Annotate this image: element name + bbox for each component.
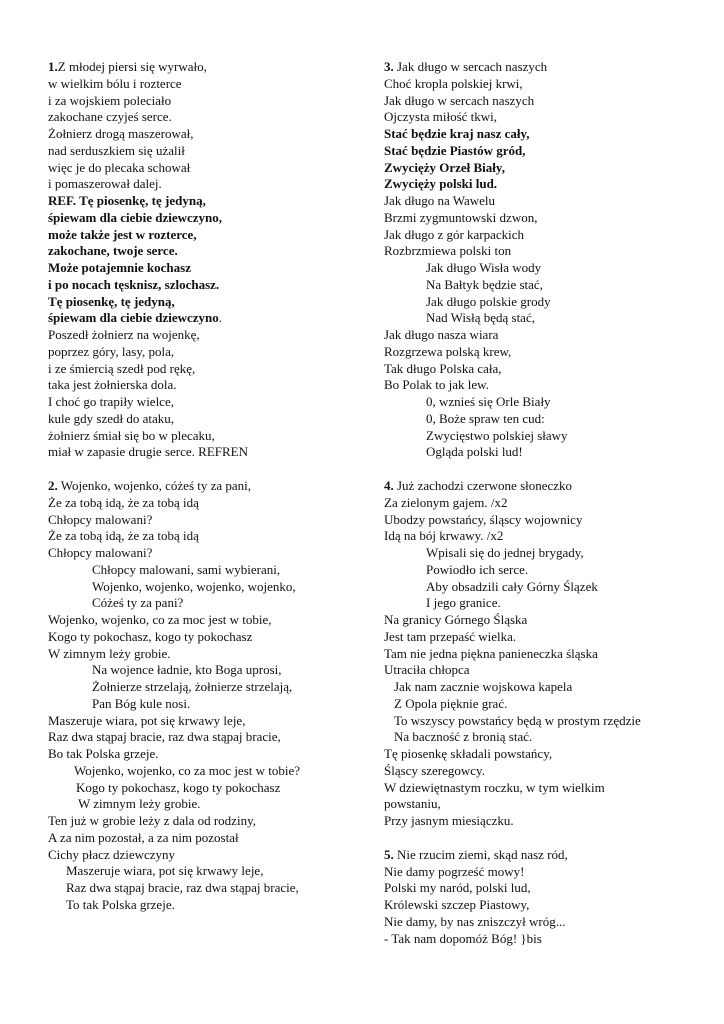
lyric-line: Zwycięży Orzeł Biały, bbox=[384, 159, 505, 175]
lyric-line: Żołnierz drogą maszerował, bbox=[48, 126, 194, 141]
lyric-line: Przy jasnym miesiączku. bbox=[384, 813, 514, 828]
lyric-line: Powiodło ich serce. bbox=[426, 561, 529, 577]
lyric-line: Maszeruje wiara, pot się krwawy leje, bbox=[66, 863, 264, 879]
lyric-line: więc je do plecaka schował bbox=[48, 159, 191, 175]
lyric-line: i ze śmiercią szedł pod rękę, bbox=[48, 360, 196, 376]
lyric-line bbox=[48, 59, 368, 76]
lyric-line: Choć kropla polskiej krwi, bbox=[384, 75, 523, 91]
lyric-text: Jak długo w sercach naszych bbox=[393, 59, 548, 74]
lyric-line: nad serduszkiem się użalił bbox=[48, 142, 185, 158]
lyric-text: Wojenko, wojenko, cóżeś ty za pani, bbox=[57, 478, 252, 493]
lyric-line: i po nocach tęsknisz, szlochasz. bbox=[48, 276, 220, 292]
lyric-line: A za nim pozostał, a za nim pozostał bbox=[48, 829, 239, 845]
lyric-line: Jak długo na Wawelu bbox=[384, 193, 495, 208]
lyric-line: Nie damy pogrześć mowy! bbox=[384, 863, 525, 879]
lyric-line: Ogląda polski lud! bbox=[426, 444, 523, 460]
stanza-number: 5. bbox=[384, 846, 394, 862]
lyric-line: Poszedł żołnierz na wojenkę, bbox=[48, 327, 200, 342]
lyric-line bbox=[384, 478, 714, 495]
lyric-line: To tak Polska grzeje. bbox=[66, 896, 175, 912]
lyric-line bbox=[48, 310, 368, 327]
lyric-line: Na baczność z bronią stać. bbox=[394, 729, 533, 745]
lyric-line: Ojczysta miłość tkwi, bbox=[384, 109, 498, 125]
stanza-number: 1. bbox=[48, 59, 58, 74]
lyric-line: kule gdy szedł do ataku, bbox=[48, 410, 174, 426]
lyric-line: Stać będzie kraj nasz cały, bbox=[384, 126, 530, 141]
lyric-line: Jak długo w sercach naszych bbox=[384, 92, 535, 108]
lyric-line: Jak długo Wisła wody bbox=[426, 260, 542, 275]
lyric-line: To wszyscy powstańcy będą w prostym rzędzie bbox=[394, 712, 641, 728]
lyric-text: Z młodej piersi się wyrwało, bbox=[57, 59, 207, 74]
lyric-line: - Tak nam dopomóż Bóg! }bis bbox=[384, 930, 542, 946]
lyric-line: W dziewiętnastym roczku, w tym wielkim bbox=[384, 779, 605, 795]
lyric-line: Chłopcy malowani, sami wybierani, bbox=[92, 561, 281, 577]
lyric-line: zakochane czyjeś serce. bbox=[48, 109, 172, 125]
lyric-line: może także jest w rozterce, bbox=[48, 226, 197, 242]
lyric-line: I jego granice. bbox=[426, 595, 501, 611]
lyric-line: Jak długo z gór karpackich bbox=[384, 226, 525, 242]
lyric-line: Żołnierze strzelają, żołnierze strzelają, bbox=[92, 679, 293, 694]
lyric-line bbox=[384, 59, 714, 76]
lyric-text: . bbox=[218, 310, 223, 326]
lyric-line: Bo Polak to jak lew. bbox=[384, 377, 489, 393]
lyric-line: Śląscy szeregowcy. bbox=[384, 762, 485, 778]
lyric-line: Rozgrzewa polską krew, bbox=[384, 343, 512, 359]
lyric-line: Raz dwa stąpaj bracie, raz dwa stąpaj bracie, bbox=[66, 880, 299, 895]
stanza bbox=[48, 478, 368, 914]
lyric-line: w wielkim bólu i rozterce bbox=[48, 75, 182, 91]
lyric-line: Cóżeś ty za pani? bbox=[92, 595, 184, 611]
lyric-line: Na Bałtyk będzie stać, bbox=[426, 276, 543, 292]
lyric-line: Cichy płacz dziewczyny bbox=[48, 846, 176, 862]
lyric-line: Że za tobą idą, że za tobą idą bbox=[48, 528, 199, 544]
lyric-line: I choć go trapiły wielce, bbox=[48, 394, 174, 409]
lyric-line: Nie damy, by nas zniszczył wróg... bbox=[384, 913, 566, 929]
lyric-line: Tę piosenkę składali powstańcy, bbox=[384, 746, 553, 761]
lyric-line: Jak długo polskie grody bbox=[426, 293, 551, 309]
lyric-line: Kogo ty pokochasz, kogo ty pokochasz bbox=[48, 628, 253, 644]
lyric-line: Wojenko, wojenko, wojenko, wojenko, bbox=[92, 578, 296, 594]
left-column bbox=[48, 59, 368, 931]
lyric-line: poprzez góry, lasy, pola, bbox=[48, 343, 175, 359]
lyric-line: i pomaszerował dalej. bbox=[48, 176, 162, 192]
lyric-bold-part: śpiewam dla ciebie dziewczyno bbox=[48, 310, 219, 326]
lyric-line: Idą na bój krwawy. /x2 bbox=[384, 528, 504, 544]
lyric-line: i za wojskiem poleciało bbox=[48, 92, 172, 108]
lyric-line: Wojenko, wojenko, co za moc jest w tobie, bbox=[48, 612, 272, 627]
lyric-line: Utraciła chłopca bbox=[384, 662, 470, 678]
lyric-line: Że za tobą idą, że za tobą idą bbox=[48, 494, 199, 510]
lyric-text: Już zachodzi czerwone słoneczko bbox=[393, 478, 573, 493]
stanza-number: 4. bbox=[384, 478, 394, 493]
lyric-line: Raz dwa stąpaj bracie, raz dwa stąpaj bracie, bbox=[48, 729, 281, 745]
lyric-line: W zimnym leży grobie. bbox=[78, 796, 201, 812]
lyric-line: Tam nie jedna piękna panieneczka śląska bbox=[384, 645, 598, 661]
lyric-line: Zwycięży polski lud. bbox=[384, 176, 498, 192]
lyric-line: Jak długo nasza wiara bbox=[384, 327, 499, 342]
stanza bbox=[384, 59, 714, 461]
lyric-line: Brzmi zygmuntowski dzwon, bbox=[384, 209, 538, 225]
lyric-line: W zimnym leży grobie. bbox=[48, 645, 171, 661]
lyric-line: Królewski szczep Piastowy, bbox=[384, 897, 530, 912]
lyric-line: żołnierz śmiał się bo w plecaku, bbox=[48, 427, 215, 443]
stanza-number: 2. bbox=[48, 478, 58, 493]
lyric-line: Kogo ty pokochasz, kogo ty pokochasz bbox=[76, 779, 281, 795]
lyric-line: Polski my naród, polski lud, bbox=[384, 880, 531, 896]
stanza bbox=[384, 847, 714, 948]
stanza bbox=[48, 59, 368, 461]
lyric-line bbox=[384, 847, 714, 864]
lyric-line: Zwycięstwo polskiej sławy bbox=[426, 427, 568, 443]
lyric-line: Rozbrzmiewa polski ton bbox=[384, 243, 512, 259]
lyric-line: REF. Tę piosenkę, tę jedyną, bbox=[48, 193, 206, 208]
lyric-line: powstaniu, bbox=[384, 796, 441, 812]
lyric-line: Na wojence ładnie, kto Boga uprosi, bbox=[92, 662, 282, 678]
lyric-line: śpiewam dla ciebie dziewczyno, bbox=[48, 209, 223, 225]
lyric-line: Wpisali się do jednej brygady, bbox=[426, 545, 584, 560]
right-column bbox=[384, 59, 714, 964]
lyric-line: Z Opola pięknie grać. bbox=[394, 695, 508, 711]
lyric-line: taka jest żołnierska dola. bbox=[48, 377, 177, 393]
lyric-line: Maszeruje wiara, pot się krwawy leje, bbox=[48, 712, 246, 728]
lyric-line: Może potajemnie kochasz bbox=[48, 260, 191, 275]
lyric-line: Ten już w grobie leży z dala od rodziny, bbox=[48, 813, 256, 828]
lyric-line: Za zielonym gajem. /x2 bbox=[384, 494, 508, 510]
lyric-line: Jest tam przepaść wielka. bbox=[384, 628, 517, 644]
lyric-line: Aby obsadzili cały Górny Ślązek bbox=[426, 578, 598, 594]
lyric-line: Wojenko, wojenko, co za moc jest w tobie? bbox=[74, 762, 301, 778]
lyric-line: Ubodzy powstańcy, śląscy wojownicy bbox=[384, 511, 583, 527]
lyric-line: 0, wznieś się Orle Biały bbox=[426, 394, 551, 409]
lyric-line: Jak nam zacznie wojskowa kapela bbox=[394, 679, 573, 694]
lyric-line: Na granicy Górnego Śląska bbox=[384, 612, 528, 627]
lyric-line: Pan Bóg kule nosi. bbox=[92, 695, 191, 711]
lyric-text: Nie rzucim ziemi, skąd nasz ród, bbox=[393, 846, 568, 862]
lyric-line: Nad Wisłą będą stać, bbox=[426, 310, 535, 326]
lyric-line: 0, Boże spraw ten cud: bbox=[426, 410, 545, 426]
lyric-line: Tak długo Polska cała, bbox=[384, 360, 502, 376]
lyric-line: Bo tak Polska grzeje. bbox=[48, 746, 159, 761]
lyric-line bbox=[48, 478, 368, 495]
lyric-line: Chłopcy malowani? bbox=[48, 511, 153, 527]
lyric-line: zakochane, twoje serce. bbox=[48, 243, 178, 259]
lyric-line: Tę piosenkę, tę jedyną, bbox=[48, 293, 175, 309]
lyric-line: Stać będzie Piastów gród, bbox=[384, 142, 526, 158]
stanza bbox=[384, 478, 714, 830]
lyric-line: miał w zapasie drugie serce. REFREN bbox=[48, 444, 248, 460]
stanza-number: 3. bbox=[384, 59, 394, 74]
lyric-line: Chłopcy malowani? bbox=[48, 545, 153, 560]
